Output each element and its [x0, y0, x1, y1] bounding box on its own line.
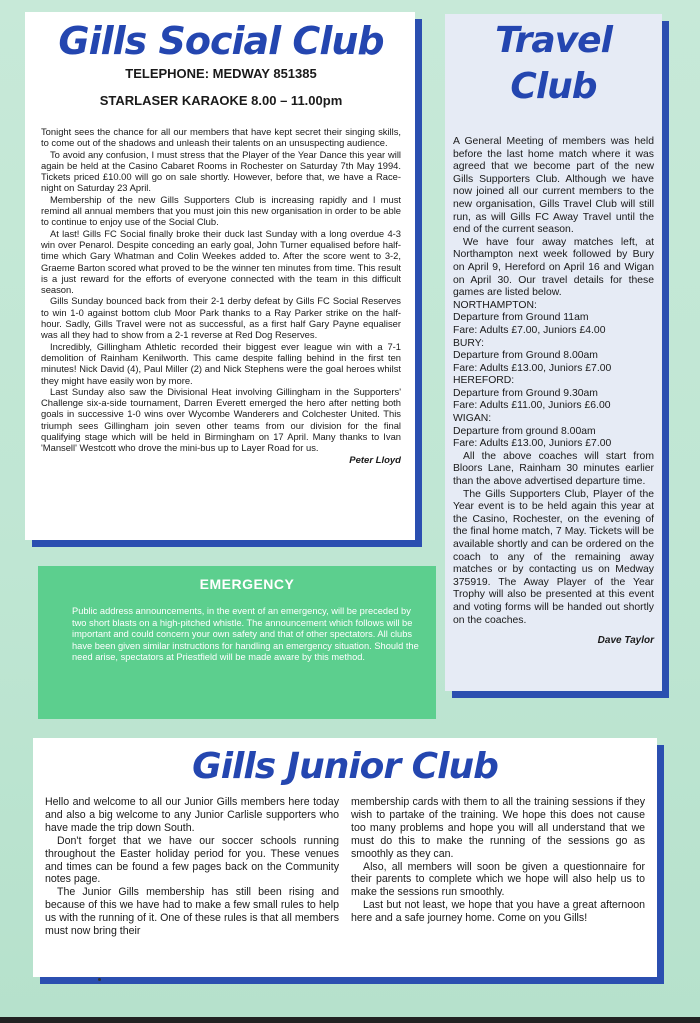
- social-paragraph: Gills Sunday bounced back from their 2-1 derby defeat by Gills FC Social Reserves to win 1-0 against bottom club Moor Park thanks to a Ray Parker strike on the half-hour. Sadly, Gills Travel were not as successful, as a first half Gary Payne equaliser was all they had to show from a 2-1 reverse at Red Dog Reserves.: [41, 295, 401, 341]
- page-bottom-edge: [0, 1017, 700, 1023]
- emergency-box: [38, 566, 436, 719]
- social-paragraph: At last! Gills FC Social finally broke their duck last Sunday with a long overdue 4-3 win over Penarol. Despite conceding an early goal, John Turner equalised before half-time which Gary Whatman and Colin Weekes added to. After the score went to 3-2, Graeme Barton scored what proved to be the winner ten minutes from time. This result is a just reward for the efforts of everyone connected with the team in this difficult season.: [41, 227, 401, 296]
- travel-line: BURY:: [453, 337, 484, 349]
- emergency-text: Public address announcements, in the event of an emergency, will be preceded by two short blasts on a high-pitched whistle. The announcement which follows will be important and could concern your own safety and that of other spectators. All clubs have been given similar instructions for handling an emergency situation. Should the need arise, spectators at Priestfield will be made aware by this method.: [72, 606, 419, 662]
- social-club-panel: [25, 12, 415, 540]
- page-dot: [98, 978, 101, 981]
- travel-signature: Dave Taylor: [597, 635, 654, 647]
- junior-paragraph: Also, all members will soon be given a questionnaire for their parents to complete which we hope will also help us to make the sessions run smoothly.: [351, 860, 645, 899]
- travel-club-panel: [445, 14, 662, 691]
- travel-club-title: Travel Club: [495, 20, 612, 107]
- telephone-line: TELEPHONE: MEDWAY 851385: [125, 66, 317, 81]
- travel-paragraph: All the above coaches will start from Bloors Lane, Rainham 30 minutes earlier than the above advertised departure time.: [453, 450, 654, 488]
- travel-line: HEREFORD:: [453, 375, 515, 387]
- junior-club-title: Gills Junior Club: [192, 746, 498, 787]
- junior-paragraph: The Junior Gills membership has still been rising and because of this we have had to make a few small rules to help us with the running of it. One of these rules is that all members must now bring their: [45, 886, 339, 938]
- social-paragraph: Membership of the new Gills Supporters Club is increasing rapidly and I must remind all annual members that you must join this new organisation in order to be able to continue to enjoy use of the Social Club.: [41, 193, 401, 228]
- travel-line: Departure from Ground 11am: [453, 312, 589, 324]
- social-paragraph: Incredibly, Gillingham Athletic recorded their biggest ever league win with a 7-1 demolition of Rainham Kenilworth. This came despite falling behind in the first ten minutes! Nick David (4), Paul Miller (2) and Nick Stephens were the goal heroes whilst they might have easily won by more.: [41, 340, 401, 386]
- junior-column-left: [45, 796, 339, 938]
- travel-line: Fare: Adults £7.00, Juniors £4.00: [453, 324, 606, 336]
- travel-line: Fare: Adults £13.00, Juniors £7.00: [453, 362, 612, 374]
- travel-line: Departure from Ground 8.00am: [453, 350, 598, 362]
- travel-paragraph: We have four away matches left, at Northampton next week followed by Bury on April 9, Hereford on April 16 and Wigan on April 30. Our travel details for these games are listed below.: [453, 236, 654, 299]
- travel-club-body: [453, 136, 654, 627]
- travel-line: Fare: Adults £11.00, Juniors £6.00: [453, 400, 611, 412]
- social-signature: Peter Lloyd: [349, 454, 401, 466]
- junior-column-right: [351, 796, 645, 938]
- social-paragraph: Last Sunday also saw the Divisional Heat involving Gillingham in the Supporters' Challenge six-a-side tournament, Darren Everett emerged the hero after netting both goals in successive 1-0 wins over Wycombe Wanderers and Colchester United. This triumph sees Gillingham join seven other teams from our division for the final qualifying stage which will be held in Birmingham on 17 April. Many thanks to Ivan 'Mansell' Westcott who drove the mini-bus up to Layer Road for us.: [41, 385, 401, 454]
- junior-paragraph: Don't forget that we have our soccer schools running throughout the Easter holiday period for you. These venues and times can be found a few pages back on the Community notes page.: [45, 834, 339, 886]
- travel-line: Departure from ground 8.00am: [453, 425, 596, 437]
- social-club-body: [41, 126, 401, 454]
- travel-line: Fare: Adults £13.00, Juniors £7.00: [453, 438, 612, 450]
- travel-line: Departure from Ground 9.30am: [453, 387, 598, 399]
- travel-line: WIGAN:: [453, 413, 492, 425]
- junior-paragraph: membership cards with them to all the training sessions if they wish to partake of the training. We hope this does not cause too many problems and hope you will all understand that we must do this to make the running of the sessions go as smoothly as they can.: [351, 796, 645, 860]
- travel-line: NORTHAMPTON:: [453, 299, 537, 311]
- travel-paragraph: The Gills Supporters Club, Player of the Year event is to be held again this year at the Casino, Rochester, on the evening of the final home match, 7 May. Tickets will be available shortly and can be ordered on the coach to any of the remaining away matches or by contacting us on Medway 375919. The Away Player of the Year Trophy will also be presented at this event and voting forms will be handed out shortly on the coaches.: [453, 488, 654, 626]
- junior-paragraph: Hello and welcome to all our Junior Gills members here today and also a big welcome to any Junior Carlisle supporters who have made the trip down South.: [45, 796, 339, 834]
- junior-club-columns: [45, 796, 645, 938]
- travel-paragraph: A General Meeting of members was held before the last home match where it was agreed that we become part of the new Gills Supporters Club. Although we have now joined all our current members to the new organisation, Gills Travel Club will still run, as will Gills FC Away Travel until the end of the current season.: [453, 136, 654, 236]
- social-club-title: Gills Social Club: [58, 19, 384, 63]
- social-paragraph: Tonight sees the chance for all our members that have kept secret their singing skills, to come out of the shadows and unleash their talents on an unsuspecting audience.: [41, 126, 401, 149]
- junior-paragraph: Last but not least, we hope that you have a great afternoon here and a safe journey home. Come on you Gills!: [351, 899, 645, 925]
- karaoke-line: STARLASER KARAOKE 8.00 – 11.00pm: [99, 93, 343, 108]
- social-paragraph: To avoid any confusion, I must stress that the Player of the Year Dance this year will again be held at the Casino Cabaret Rooms in Rochester on Saturday 7th May 1994. Tickets priced £10.00 will go on sale shortly. However, before that, we have a Race-night on Saturday 23 April.: [41, 148, 401, 194]
- junior-club-panel: [33, 738, 657, 977]
- emergency-heading: EMERGENCY: [199, 576, 295, 592]
